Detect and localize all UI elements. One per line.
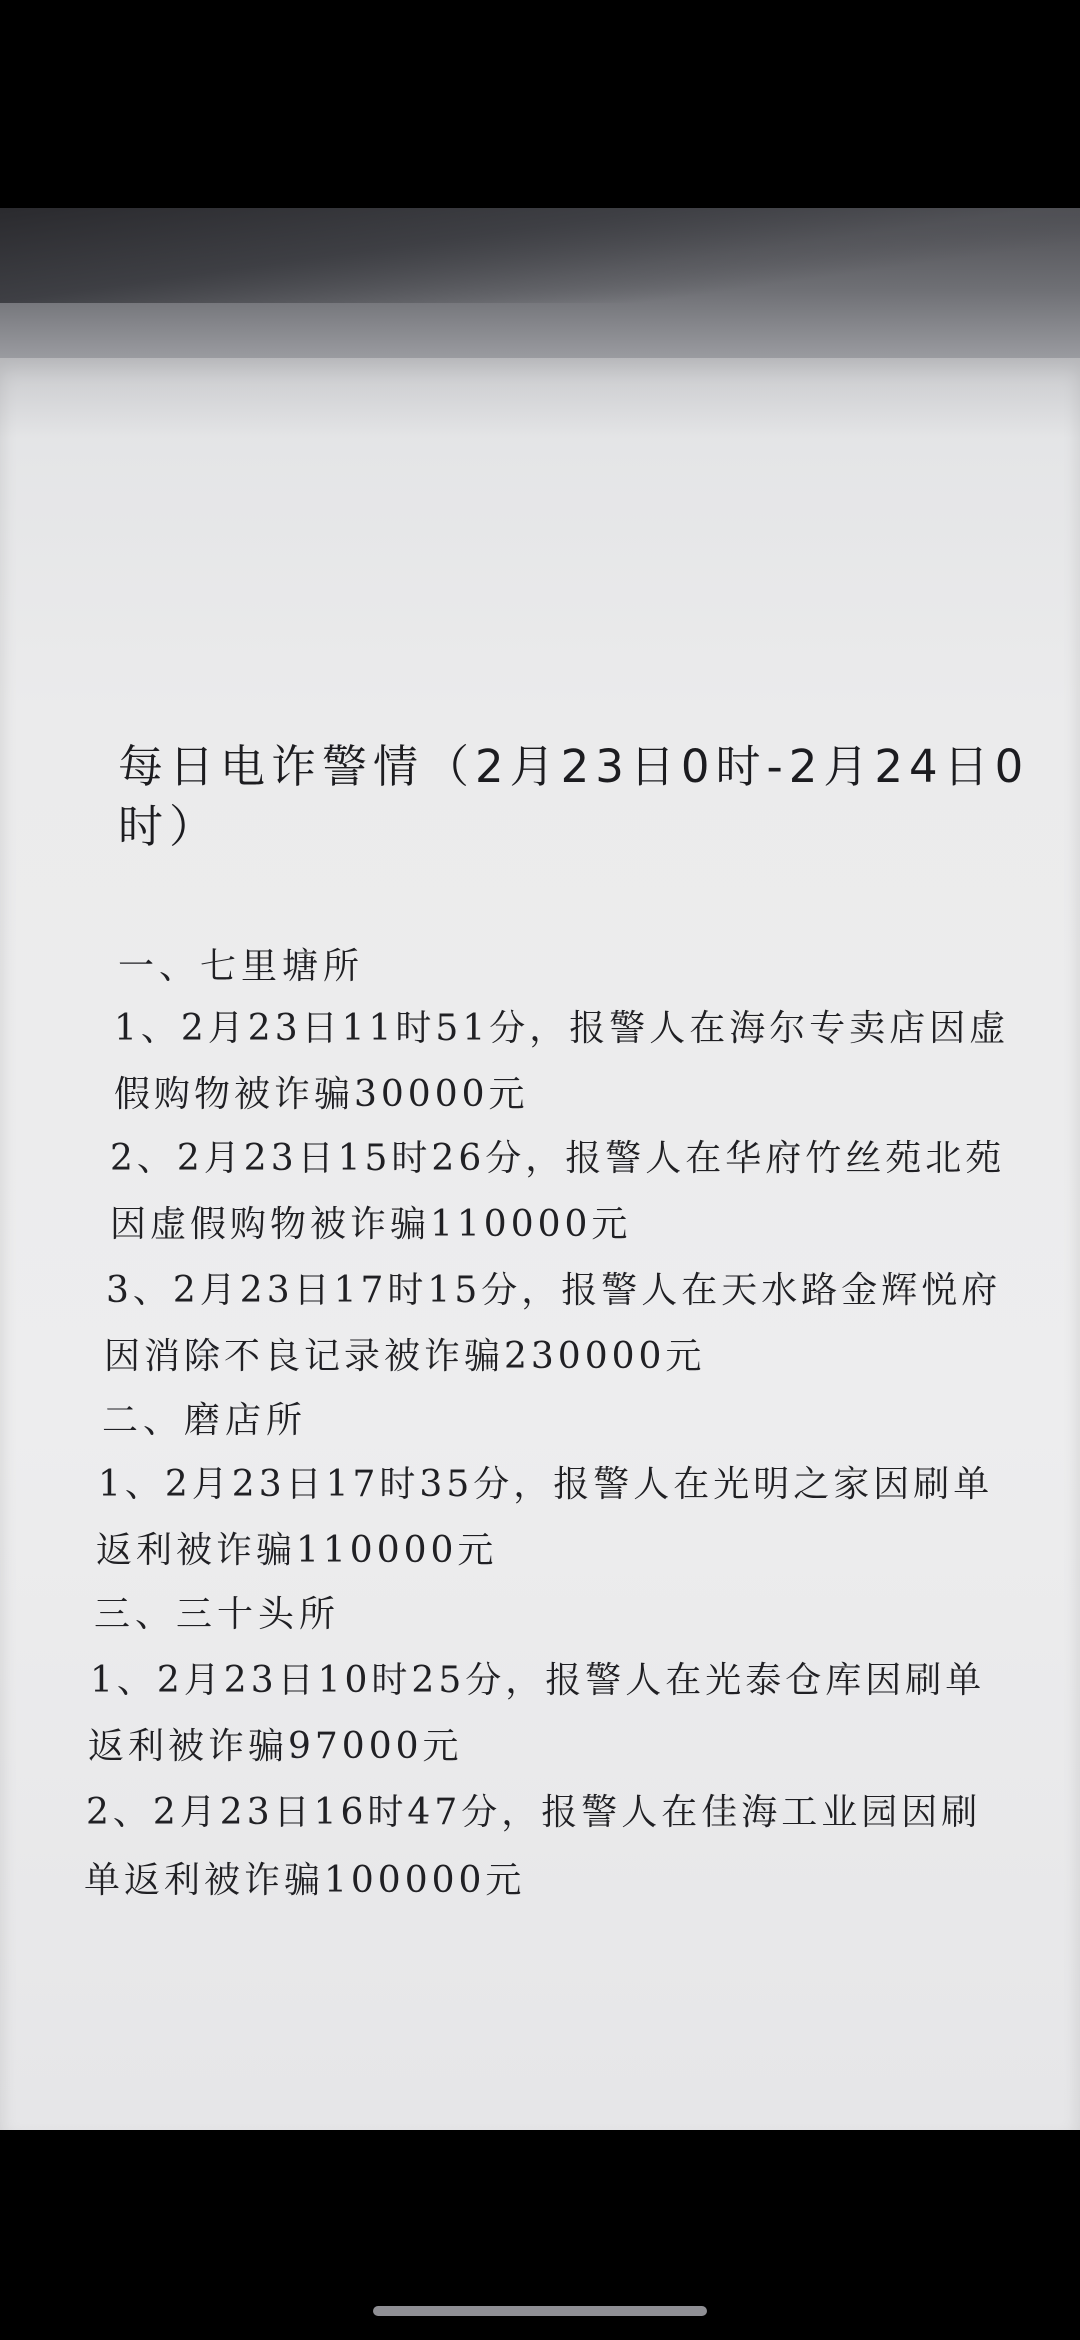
incident-line: 2、2月23日15时26分，报警人在华府竹丝苑北苑: [110, 1138, 1006, 1179]
section-heading-qilitang: 一、七里塘所: [118, 946, 365, 987]
incident-line: 假购物被诈骗30000元: [114, 1074, 529, 1115]
document-photo: [0, 208, 1080, 2130]
incident-line: 因消除不良记录被诈骗230000元: [104, 1336, 706, 1377]
home-indicator[interactable]: [373, 2306, 707, 2316]
desk-edge: [0, 208, 1080, 303]
incident-line: 1、2月23日11时51分，报警人在海尔专卖店因虚: [114, 1008, 1010, 1049]
document-title-line-1: 每日电诈警情（2月23日0时-2月24日0: [118, 740, 1030, 793]
paper-sheet: [0, 358, 1080, 2130]
incident-line: 2、2月23日16时47分，报警人在佳海工业园因刷: [86, 1792, 982, 1833]
incident-line: 返利被诈骗110000元: [96, 1530, 498, 1571]
paper-shadow: [0, 358, 1080, 438]
document-title-line-2: 时）: [118, 800, 221, 853]
incident-line: 因虚假购物被诈骗110000元: [110, 1204, 632, 1245]
section-heading-sanshitou: 三、三十头所: [94, 1594, 341, 1635]
section-heading-modian: 二、磨店所: [102, 1400, 308, 1441]
incident-line: 1、2月23日17时35分，报警人在光明之家因刷单: [98, 1464, 994, 1505]
incident-line: 3、2月23日17时15分，报警人在天水路金辉悦府: [106, 1270, 1002, 1311]
incident-line: 单返利被诈骗100000元: [84, 1860, 526, 1901]
incident-line: 返利被诈骗97000元: [88, 1726, 463, 1767]
incident-line: 1、2月23日10时25分，报警人在光泰仓库因刷单: [90, 1660, 986, 1701]
